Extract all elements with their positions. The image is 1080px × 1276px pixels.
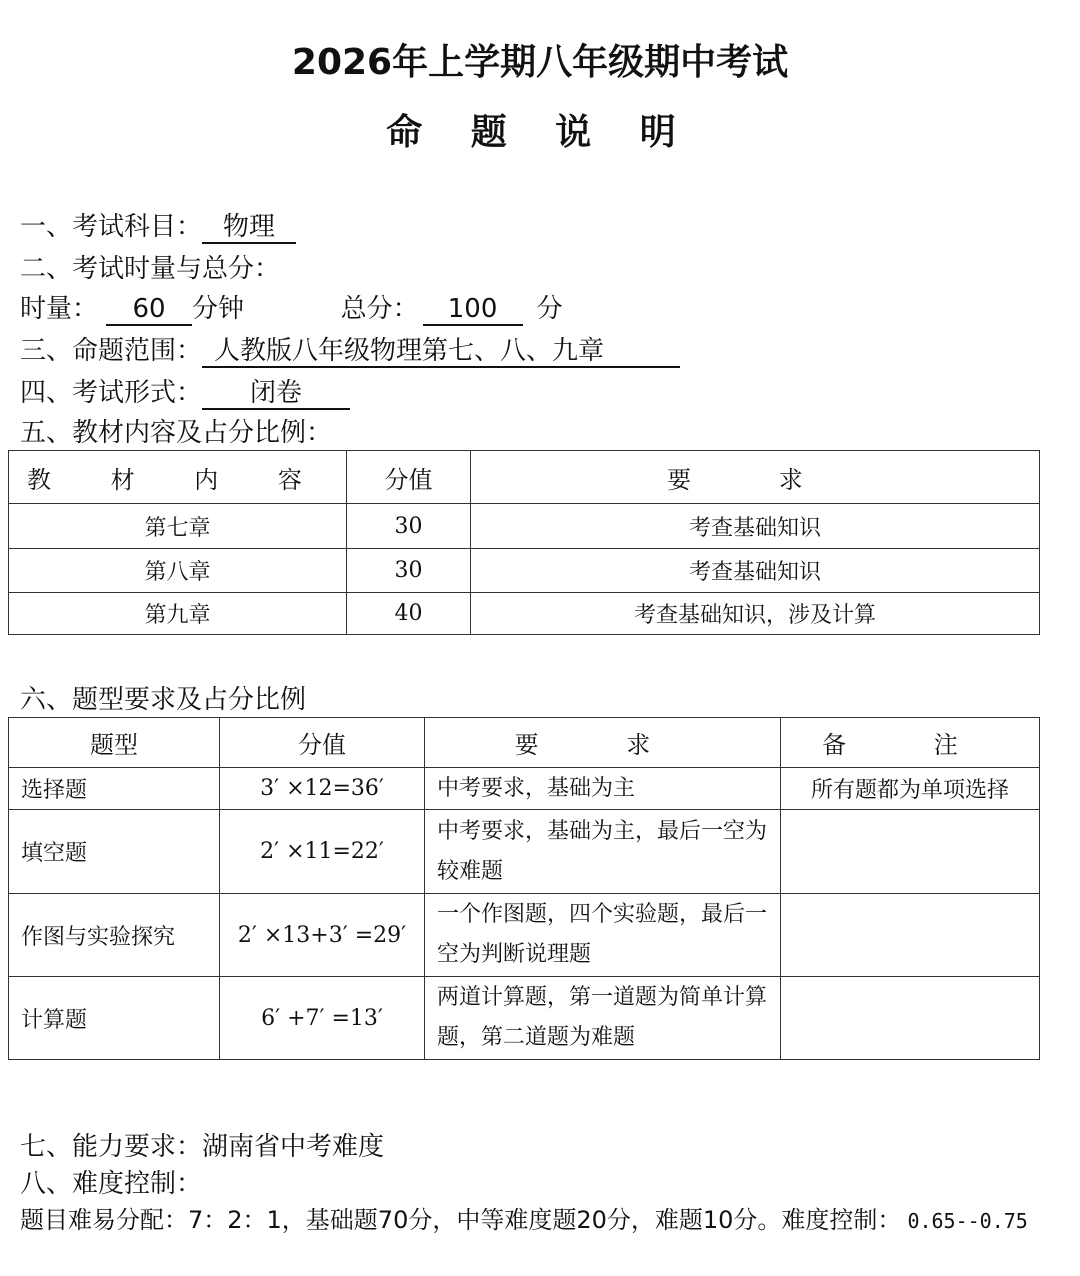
table-header-cell: 教 材 内 容 [9, 451, 347, 504]
content-ratio-table [8, 450, 1040, 635]
section-format [20, 376, 350, 410]
table-header-row [9, 718, 1040, 768]
table-cell: 中考要求，基础为主，最后一空为较难题 [425, 810, 781, 894]
scope-value: 人教版八年级物理第七、八、九章 [202, 336, 680, 368]
table-row [9, 549, 1040, 593]
table-row [9, 810, 1040, 894]
section-difficulty-heading: 八、难度控制： [20, 1169, 203, 1199]
document-title: 2026年上学期八年级期中考试 [291, 42, 789, 83]
section-question-types-heading: 六、题型要求及占分比例 [20, 685, 307, 715]
table-cell: 选择题 [9, 768, 220, 810]
table-cell: 第九章 [9, 593, 347, 635]
table-cell: 30 [347, 504, 471, 549]
table-cell: 作图与实验探究 [9, 894, 220, 977]
table-row [9, 504, 1040, 549]
table-cell: 3′ ×12=36′ [220, 768, 425, 810]
table-cell: 一个作图题，四个实验题，最后一空为判断说理题 [425, 894, 781, 977]
section-subject [20, 210, 296, 244]
table-cell: 第八章 [9, 549, 347, 593]
score-label: 总分： [340, 294, 419, 324]
section-time-score [20, 292, 563, 326]
time-label: 时量： [20, 294, 99, 324]
table-cell: 2′ ×11=22′ [220, 810, 425, 894]
table-cell: 两道计算题，第一道题为简单计算题，第二道题为难题 [425, 977, 781, 1060]
question-types-table [8, 717, 1040, 1060]
table-cell: 考查基础知识 [471, 549, 1040, 593]
format-value: 闭卷 [202, 378, 350, 410]
table-cell [781, 810, 1040, 894]
time-value: 60 [106, 294, 192, 326]
table-cell: 填空题 [9, 810, 220, 894]
table-cell: 2′ ×13+3′ =29′ [220, 894, 425, 977]
table-row [9, 977, 1040, 1060]
table-cell [781, 894, 1040, 977]
table-cell: 30 [347, 549, 471, 593]
section-time-score-heading: 二、考试时量与总分： [20, 254, 281, 284]
table-row [9, 593, 1040, 635]
format-label: 四、考试形式： [20, 378, 203, 408]
table-header-cell: 分值 [347, 451, 471, 504]
score-unit: 分 [536, 294, 563, 324]
table-header-row [9, 451, 1040, 504]
table-cell [781, 977, 1040, 1060]
table-cell: 考查基础知识 [471, 504, 1040, 549]
subject-label: 一、考试科目： [20, 212, 203, 242]
table-cell: 6′ +7′ =13′ [220, 977, 425, 1060]
section-scope [20, 334, 680, 368]
table-cell: 所有题都为单项选择 [781, 768, 1040, 810]
table-header-cell: 题型 [9, 718, 220, 768]
table-cell: 考查基础知识，涉及计算 [471, 593, 1040, 635]
section-content-ratio-heading: 五、教材内容及占分比例： [20, 418, 333, 448]
table-cell: 第七章 [9, 504, 347, 549]
table-header-cell: 备 注 [781, 718, 1040, 768]
table-header-cell: 要 求 [471, 451, 1040, 504]
difficulty-range: 0.65--0.75 [907, 1209, 1028, 1233]
score-value: 100 [423, 294, 523, 326]
table-row [9, 768, 1040, 810]
time-unit: 分钟 [192, 294, 245, 324]
table-header-cell: 分值 [220, 718, 425, 768]
table-cell: 计算题 [9, 977, 220, 1060]
table-cell: 中考要求，基础为主 [425, 768, 781, 810]
table-cell: 40 [347, 593, 471, 635]
scope-label: 三、命题范围： [20, 336, 203, 366]
table-row [9, 894, 1040, 977]
table-header-cell: 要 求 [425, 718, 781, 768]
section-difficulty [20, 1203, 1028, 1238]
document-subtitle: 命 题 说 明 [386, 112, 694, 153]
difficulty-text: 题目难易分配：7：2：1，基础题70分，中等难度题20分，难题10分。难度控制： [20, 1206, 902, 1234]
section-ability: 七、能力要求：湖南省中考难度 [20, 1132, 385, 1162]
subject-value: 物理 [202, 212, 296, 244]
